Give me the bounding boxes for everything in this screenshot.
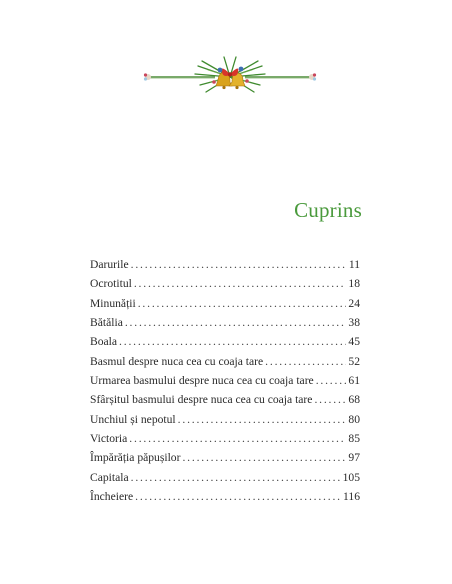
christmas-ornament-icon [140,52,320,102]
toc-entry[interactable] [90,451,360,470]
toc-entry-label: Ocrotitul [90,277,132,291]
dot-leader [135,490,341,503]
toc-entry-label: Urmarea basmului despre nuca cea cu coaja tare [90,374,314,388]
toc-entry[interactable] [90,471,360,490]
dot-leader [129,432,346,445]
dot-leader [134,277,347,290]
toc-entry[interactable] [90,277,360,296]
toc-entry[interactable] [90,432,360,451]
table-of-contents [90,258,360,509]
dot-leader [314,393,346,406]
toc-entry-label: Bătălia [90,316,123,330]
toc-entry-page: 105 [342,470,360,484]
toc-entry-label: Încheiere [90,490,134,504]
toc-entry-page: 97 [348,451,360,465]
toc-entry-page: 38 [348,316,360,330]
toc-entry-label: Unchiul și nepotul [90,412,176,426]
toc-entry[interactable] [90,490,360,509]
toc-entry-page: 85 [348,432,360,446]
toc-entry[interactable] [90,355,360,374]
toc-entry[interactable] [90,258,360,277]
dot-leader [182,451,346,464]
dot-leader [125,316,347,329]
toc-entry[interactable] [90,413,360,432]
toc-entry[interactable] [90,335,360,354]
toc-entry[interactable] [90,297,360,316]
toc-entry[interactable] [90,374,360,393]
toc-entry-page: 52 [348,354,360,368]
toc-entry-page: 18 [348,277,360,291]
toc-entry-label: Boala [90,335,118,349]
toc-entry-page: 68 [348,393,360,407]
toc-entry-label: Minunății [90,296,136,310]
toc-entry-label: Sfârșitul basmului despre nuca cea cu coaja tare [90,393,313,407]
toc-entry[interactable] [90,316,360,335]
toc-entry-page: 24 [348,296,360,310]
dot-leader [131,471,341,484]
toc-entry-label: Împărăția păpușilor [90,451,181,465]
dot-leader [131,258,347,271]
toc-entry-page: 45 [348,335,360,349]
toc-entry-page: 61 [348,374,360,388]
toc-entry-label: Basmul despre nuca cea cu coaja tare [90,354,264,368]
dot-leader [178,413,347,426]
toc-entry-page: 116 [343,490,360,504]
toc-entry[interactable] [90,393,360,412]
dot-leader [316,374,347,387]
toc-entry-label: Darurile [90,258,129,271]
dot-leader [138,297,347,310]
toc-title: Cuprins [294,198,362,222]
toc-entry-label: Victoria [90,432,128,446]
dot-leader [265,355,346,368]
toc-entry-label: Capitala [90,470,129,484]
dot-leader [119,335,346,348]
toc-entry-page: 80 [348,412,360,426]
toc-entry-page: 11 [348,258,360,271]
